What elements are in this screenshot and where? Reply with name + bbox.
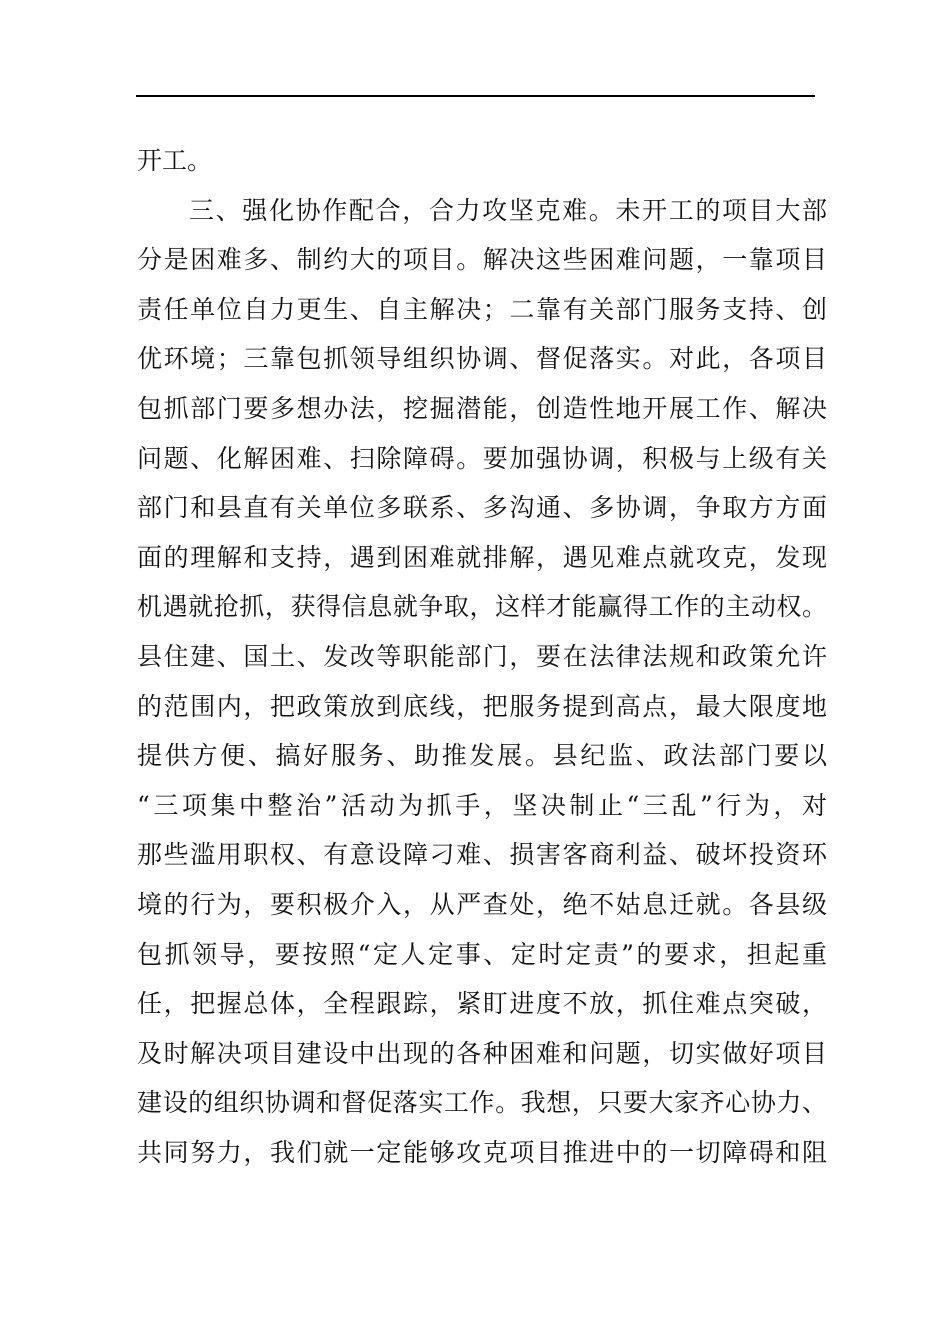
text-line: 包抓部门要多想办法，挖掘潜能，创造性地开展工作、解决 — [137, 393, 827, 423]
text-line: 责任单位自力更生、自主解决；二靠有关部门服务支持、创 — [137, 294, 827, 324]
text-line: 分是困难多、制约大的项目。解决这些困难问题，一靠项目 — [137, 245, 827, 275]
section-heading-line: 三、强化协作配合，合力攻坚克难。未开工的项目大部 — [189, 195, 827, 225]
text-line: 开工。 — [137, 146, 213, 175]
text-line: 面的理解和支持，遇到困难就排解，遇见难点就攻克，发现 — [137, 542, 827, 572]
text-line: 优环境；三靠包抓领导组织协调、督促落实。对此，各项目 — [137, 344, 827, 374]
text-line: “三项集中整治”活动为抓手，坚决制止“三乱”行为，对 — [137, 790, 827, 820]
text-line: 部门和县直有关单位多联系、多沟通、多协调，争取方方面 — [137, 493, 827, 523]
text-line: 任，把握总体，全程跟踪，紧盯进度不放，抓住难点突破， — [137, 989, 827, 1019]
text-line: 县住建、国土、发改等职能部门，要在法律法规和政策允许 — [137, 641, 827, 671]
text-line: 提供方便、搞好服务、助推发展。县纪监、政法部门要以 — [137, 741, 827, 771]
text-line: 包抓领导，要按照“定人定事、定时定责”的要求，担起重 — [137, 939, 827, 969]
header-rule — [136, 95, 815, 97]
text-line: 境的行为，要积极介入，从严查处，绝不姑息迁就。各县级 — [137, 889, 827, 919]
text-line: 建设的组织协调和督促落实工作。我想，只要大家齐心协力、 — [137, 1088, 827, 1118]
text-line: 那些滥用职权、有意设障刁难、损害客商利益、破坏投资环 — [137, 840, 827, 870]
text-line: 及时解决项目建设中出现的各种困难和问题，切实做好项目 — [137, 1038, 827, 1068]
body-text — [137, 136, 827, 1177]
text-line: 机遇就抢抓，获得信息就争取，这样才能赢得工作的主动权。 — [137, 592, 827, 622]
text-line: 的范围内，把政策放到底线，把服务提到高点，最大限度地 — [137, 691, 827, 721]
text-line: 共同努力，我们就一定能够攻克项目推进中的一切障碍和阻 — [137, 1137, 827, 1167]
text-line: 问题、化解困难、扫除障碍。要加强协调，积极与上级有关 — [137, 443, 827, 473]
